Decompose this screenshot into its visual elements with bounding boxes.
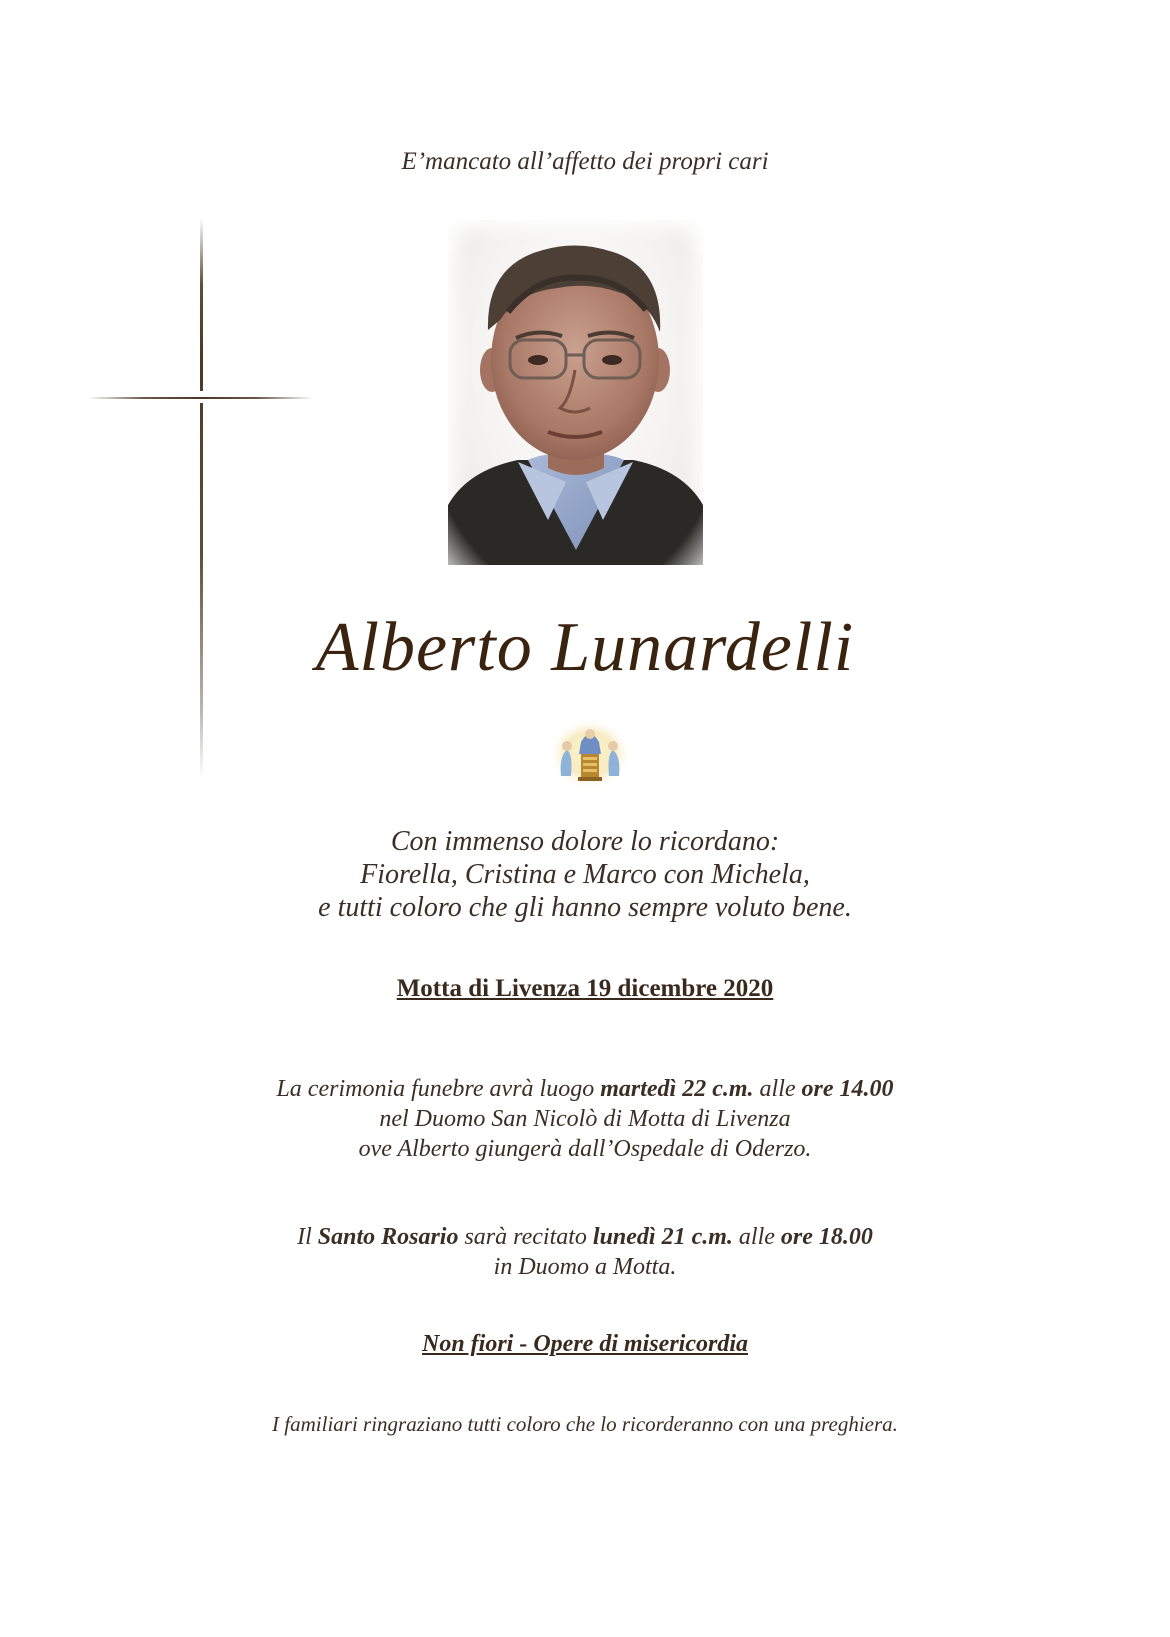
rosary-text-c: alle (732, 1224, 781, 1250)
mourners-line-2: Fiorella, Cristina e Marco con Michela, (360, 859, 810, 890)
thanks-note: I familiari ringraziano tutti coloro che lo ricorderanno con una preghiera. (272, 1412, 898, 1436)
place-and-date: Motta di Livenza 19 dicembre 2020 (396, 975, 774, 1002)
funeral-line-1 (0, 1076, 1170, 1103)
mourners-line-1: Con immenso dolore lo ricordano: (390, 826, 780, 857)
deceased-name: Alberto Lunardelli (315, 609, 855, 686)
no-flowers-note: Non fiori - Opere di misericordia (422, 1331, 748, 1357)
rosary-text-b: sarà recitato (458, 1224, 593, 1250)
rosary-line-1 (0, 1224, 1170, 1251)
rosary-day: lunedì 21 c.m. (592, 1224, 733, 1250)
cross-vertical-bar (200, 218, 203, 778)
funeral-text-b: alle (753, 1076, 802, 1102)
funeral-line-3: ove Alberto giungerà dall’Ospedale di Oderzo. (358, 1136, 812, 1162)
funeral-text-a: La cerimonia funebre avrà luogo (276, 1076, 601, 1102)
funeral-day: martedì 22 c.m. (600, 1076, 754, 1102)
portrait-illustration (448, 220, 703, 565)
funeral-time: ore 14.00 (801, 1076, 894, 1102)
rosary-time: ore 18.00 (780, 1224, 873, 1250)
religious-emblem-icon (551, 720, 629, 788)
mourners-line-3: e tutti coloro che gli hanno sempre voluto bene. (318, 892, 852, 923)
intro-text: E’mancato all’affetto dei propri cari (401, 148, 769, 175)
rosary-event: Santo Rosario (317, 1224, 459, 1250)
portrait-photo (448, 220, 703, 565)
rosary-text-a: Il (297, 1224, 318, 1250)
rosary-line-2: in Duomo a Motta. (493, 1254, 677, 1280)
funeral-line-2: nel Duomo San Nicolò di Motta di Livenza (379, 1106, 791, 1132)
cross-horizontal-bar (88, 397, 313, 399)
